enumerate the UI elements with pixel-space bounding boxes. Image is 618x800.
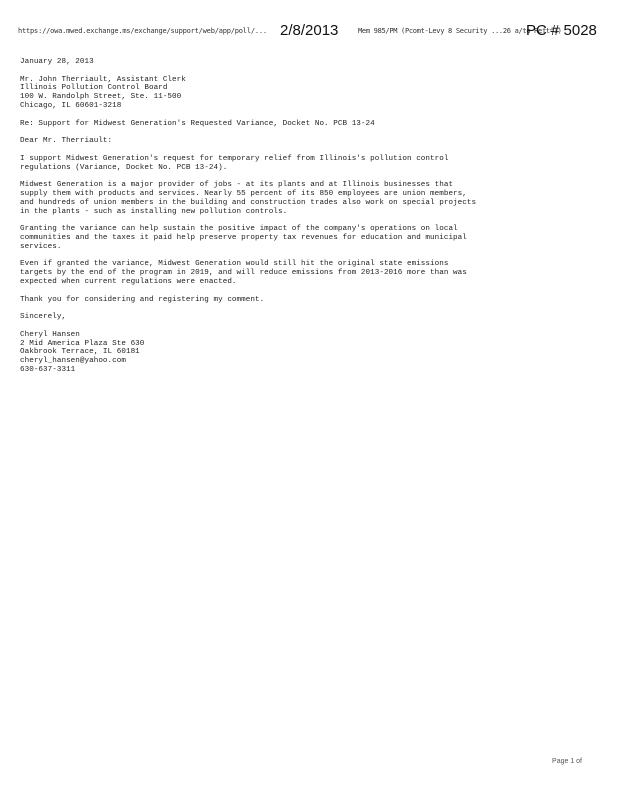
paragraph-line: and hundreds of union members in the building and construction trades also work on special projects <box>20 198 477 207</box>
letter-body <box>20 58 580 375</box>
closing: Sincerely, <box>20 313 67 322</box>
signer-email: cheryl_hansen@yahoo.com <box>20 357 126 366</box>
pc-number: PC # 5028 <box>526 22 597 39</box>
signature-block <box>20 331 580 375</box>
recipient-line: Chicago, IL 60601-3218 <box>20 101 122 110</box>
paragraph-line: services. <box>20 242 62 251</box>
paragraph-line: regulations (Variance, Docket No. PCB 13-24). <box>20 163 228 172</box>
paragraph-line: supply them with products and services. Nearly 55 percent of its 850 employees are union members, <box>20 189 467 198</box>
signer-name: Cheryl Hansen <box>20 330 80 339</box>
fax-date: 2/8/2013 <box>280 22 339 39</box>
recipient-line: Illinois Pollution Control Board <box>20 84 168 93</box>
fax-source-url: https://owa.mwed.exchange.ms/exchange/support/web/app/poll/... <box>18 27 267 35</box>
paragraph-line: Granting the variance can help sustain the positive impact of the company's operations on local <box>20 225 458 234</box>
paragraph-line: I support Midwest Generation's request for temporary relief from Illinois's pollution control <box>20 154 449 163</box>
paragraph-line: Midwest Generation is a major provider of jobs - at its plants and at Illinois businesses that <box>20 181 454 190</box>
signer-address-line: Oakbrook Terrace, IL 60181 <box>20 348 140 357</box>
paragraph <box>20 155 580 173</box>
paragraph-line: Thank you for considering and registering my comment. <box>20 295 265 304</box>
paragraph <box>20 225 580 251</box>
signer-address-line: 2 Mid America Plaza Ste 630 <box>20 339 145 348</box>
recipient-line: 100 W. Randolph Street, Ste. 11-500 <box>20 93 182 102</box>
letter-date: January 28, 2013 <box>20 58 94 66</box>
recipient-address <box>20 76 580 111</box>
fax-transmission-info: Mem 985/PM (Pcomt-Levy 8 Security ...26 a/to Reft=1) <box>358 27 562 35</box>
signer-phone: 630-637-3311 <box>20 365 76 374</box>
paragraph-line: targets by the end of the program in 2019, and will reduce emissions from 2013-2016 more than was <box>20 269 467 278</box>
recipient-line: Mr. John Therriault, Assistant Clerk <box>20 75 186 84</box>
fax-header <box>18 22 608 42</box>
paragraph-line: communities and the taxes it paid help preserve property tax revenues for education and municipal <box>20 233 467 242</box>
salutation: Dear Mr. Therriault: <box>20 137 113 146</box>
paragraph <box>20 181 580 216</box>
paragraph-line: Even if granted the variance, Midwest Generation would still hit the original state emissions <box>20 260 449 269</box>
subject-line: Re: Support for Midwest Generation's Requested Variance, Docket No. PCB 13-24 <box>20 119 375 128</box>
page-footer: Page 1 of <box>552 758 582 765</box>
paragraph-line: expected when current regulations were enacted. <box>20 277 237 286</box>
paragraph-line: in the plants - such as installing new pollution controls. <box>20 207 288 216</box>
paragraph <box>20 296 580 305</box>
paragraph <box>20 260 580 286</box>
